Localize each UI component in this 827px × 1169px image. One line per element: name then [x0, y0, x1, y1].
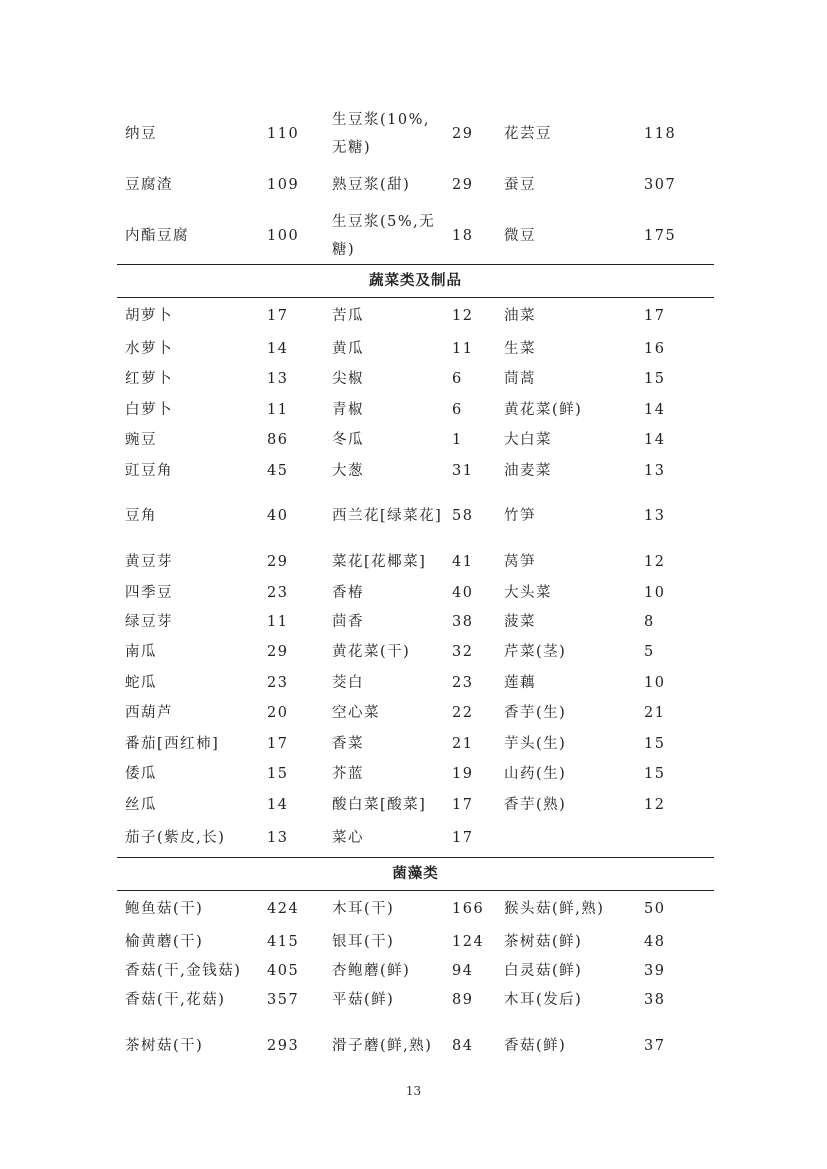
- table-row: [117, 928, 714, 957]
- food-value-cell: 37: [644, 1037, 666, 1054]
- food-value-cell: 15: [644, 735, 666, 752]
- food-name-cell: 香菇(干,花菇): [125, 992, 226, 1008]
- food-value-cell: 40: [452, 584, 474, 601]
- table-row: [117, 957, 714, 985]
- food-name-cell: 黄瓜: [332, 340, 364, 357]
- food-name-cell: 芹菜(茎): [504, 643, 567, 660]
- food-name-cell: 胡萝卜: [125, 307, 173, 324]
- table-row: [117, 1016, 714, 1076]
- section-title: 菌藻类: [117, 858, 714, 891]
- table-row: [117, 106, 714, 162]
- food-name-cell: 香椿: [332, 584, 364, 601]
- food-name-cell: 黄豆芽: [125, 553, 173, 570]
- food-value-cell: 6: [452, 401, 463, 418]
- food-name-cell: 豆腐渣: [125, 177, 173, 193]
- food-value-cell: 307: [644, 177, 677, 193]
- food-name-cell: 青椒: [332, 401, 364, 418]
- table-row: [117, 820, 714, 858]
- food-value-cell: 22: [452, 705, 474, 721]
- food-value-cell: 45: [267, 462, 289, 479]
- food-value-cell: 29: [267, 643, 289, 660]
- food-value-cell: 11: [452, 340, 474, 357]
- food-value-cell: 424: [267, 901, 300, 918]
- food-value-cell: 23: [267, 674, 289, 691]
- table-row: [117, 985, 714, 1016]
- table-row: [117, 425, 714, 456]
- food-value-cell: 19: [452, 766, 474, 782]
- table-row: [117, 456, 714, 486]
- food-value-cell: 17: [644, 307, 666, 324]
- food-name-cell: 生豆浆(5%,无糖): [332, 214, 436, 258]
- food-value-cell: 13: [267, 830, 289, 847]
- food-value-cell: 175: [644, 228, 677, 244]
- table-row: [117, 790, 714, 820]
- food-value-cell: 10: [644, 584, 666, 601]
- food-value-cell: 32: [452, 643, 474, 660]
- table-row: [117, 636, 714, 668]
- food-value-cell: 16: [644, 340, 666, 357]
- food-name-cell: 熟豆浆(甜): [332, 177, 411, 193]
- food-value-cell: 21: [452, 735, 474, 752]
- food-name-cell: 花芸豆: [504, 126, 552, 142]
- table-row: [117, 334, 714, 364]
- food-value-cell: 109: [267, 177, 300, 193]
- food-value-cell: 15: [267, 766, 289, 782]
- food-name-cell: 茄子(紫皮,长): [125, 830, 226, 847]
- food-value-cell: 94: [452, 962, 474, 979]
- food-value-cell: 23: [452, 674, 474, 691]
- food-value-cell: 405: [267, 962, 300, 979]
- food-name-cell: 平菇(鲜): [332, 992, 395, 1008]
- food-value-cell: 21: [644, 705, 666, 721]
- food-name-cell: 大葱: [332, 462, 364, 479]
- food-name-cell: 芋头(生): [504, 735, 567, 752]
- table-row: [117, 608, 714, 636]
- food-name-cell: 尖椒: [332, 371, 364, 387]
- food-name-cell: 白萝卜: [125, 401, 173, 418]
- food-name-cell: 倭瓜: [125, 766, 157, 782]
- food-value-cell: 39: [644, 962, 666, 979]
- food-name-cell: 竹笋: [504, 507, 536, 524]
- table-row: [117, 729, 714, 759]
- food-name-cell: 香菇(鲜): [504, 1037, 567, 1054]
- table-row: [117, 698, 714, 729]
- food-value-cell: 10: [644, 674, 666, 691]
- food-name-cell: 红萝卜: [125, 371, 173, 387]
- food-name-cell: 纳豆: [125, 126, 157, 142]
- table-row: [117, 364, 714, 395]
- food-value-cell: 100: [267, 228, 300, 244]
- food-value-cell: 38: [644, 992, 666, 1008]
- food-name-cell: 香菇(干,金钱菇): [125, 962, 242, 979]
- food-name-cell: 油麦菜: [504, 462, 552, 479]
- food-name-cell: 鲍鱼菇(干): [125, 901, 204, 918]
- food-name-cell: 大白菜: [504, 432, 552, 448]
- food-value-cell: 5: [644, 643, 655, 660]
- section-title: 蔬菜类及制品: [117, 265, 714, 298]
- food-value-cell: 15: [644, 766, 666, 782]
- food-name-cell: 白灵菇(鲜): [504, 962, 583, 979]
- food-value-cell: 89: [452, 992, 474, 1008]
- food-name-cell: 木耳(发后): [504, 992, 583, 1008]
- food-name-cell: 山药(生): [504, 766, 567, 782]
- food-value-cell: 14: [267, 796, 289, 813]
- food-name-cell: 微豆: [504, 228, 536, 244]
- table-row: [117, 578, 714, 608]
- food-name-cell: 番茄[西红柿]: [125, 735, 220, 752]
- food-name-cell: 银耳(干): [332, 934, 395, 950]
- food-name-cell: 空心菜: [332, 705, 380, 721]
- food-value-cell: 357: [267, 992, 300, 1008]
- food-value-cell: 118: [644, 126, 677, 142]
- table-row: [117, 486, 714, 546]
- food-name-cell: 苦瓜: [332, 307, 364, 324]
- food-value-cell: 293: [267, 1037, 300, 1054]
- food-value-cell: 86: [267, 432, 289, 448]
- food-name-cell: 黄花菜(干): [332, 643, 411, 660]
- food-value-cell: 6: [452, 371, 463, 387]
- food-value-cell: 13: [267, 371, 289, 387]
- food-value-cell: 124: [452, 934, 485, 950]
- food-name-cell: 豌豆: [125, 432, 157, 448]
- food-name-cell: 茭白: [332, 674, 364, 691]
- food-value-cell: 12: [644, 796, 666, 813]
- food-name-cell: 黄花菜(鲜): [504, 401, 583, 418]
- food-name-cell: 茼蒿: [504, 371, 536, 387]
- food-name-cell: 冬瓜: [332, 432, 364, 448]
- food-name-cell: [496, 820, 636, 858]
- table-row: [117, 546, 714, 578]
- table-row: [117, 162, 714, 208]
- food-value-cell: 1: [452, 432, 463, 448]
- food-value-cell: 12: [644, 553, 666, 570]
- food-name-cell: 猴头菇(鲜,熟): [504, 901, 605, 918]
- food-name-cell: 菠菜: [504, 613, 536, 630]
- table-row: [117, 668, 714, 698]
- food-name-cell: 香芋(生): [504, 705, 567, 721]
- food-value-cell: 13: [644, 462, 666, 479]
- food-value-cell: 415: [267, 934, 300, 950]
- table-row: [117, 891, 714, 928]
- food-value-cell: 14: [644, 432, 666, 448]
- food-name-cell: 生豆浆(10%,无糖): [332, 112, 430, 156]
- food-value-cell: 18: [452, 228, 474, 244]
- food-name-cell: 南瓜: [125, 643, 157, 660]
- food-value-cell: 50: [644, 901, 666, 918]
- table-row: [117, 759, 714, 790]
- food-name-cell: 莴笋: [504, 553, 536, 570]
- food-name-cell: 大头菜: [504, 584, 552, 601]
- table-row: [117, 395, 714, 425]
- food-name-cell: 菜花[花椰菜]: [332, 553, 427, 570]
- food-value-cell: 23: [267, 584, 289, 601]
- section-header: [117, 858, 714, 891]
- food-value-cell: 58: [452, 507, 474, 524]
- food-name-cell: 茶树菇(鲜): [504, 934, 583, 950]
- food-name-cell: 绿豆芽: [125, 613, 173, 630]
- food-name-cell: 油菜: [504, 307, 536, 324]
- food-value-cell: 166: [452, 901, 485, 918]
- food-value-cell: 11: [267, 401, 289, 418]
- section-header: [117, 265, 714, 298]
- food-value-cell: 38: [452, 613, 474, 630]
- food-name-cell: 菜心: [332, 830, 364, 847]
- food-name-cell: 蚕豆: [504, 177, 536, 193]
- food-value-cell: 41: [452, 553, 474, 570]
- food-value-cell: 17: [452, 830, 474, 847]
- food-name-cell: 丝瓜: [125, 796, 157, 813]
- food-value-cell: 17: [452, 796, 474, 813]
- page-number: 13: [405, 1084, 422, 1098]
- food-value-cell: 8: [644, 613, 655, 630]
- food-name-cell: 西葫芦: [125, 705, 173, 721]
- food-name-cell: 西兰花[绿菜花]: [332, 507, 443, 524]
- food-name-cell: 芥蓝: [332, 766, 364, 782]
- food-value-cell: 110: [267, 126, 300, 142]
- food-name-cell: 茴香: [332, 613, 364, 630]
- food-value-cell: 15: [644, 371, 666, 387]
- food-name-cell: 豆角: [125, 507, 157, 524]
- food-value-cell: 13: [644, 507, 666, 524]
- food-table: [117, 106, 714, 1076]
- food-value-cell: 17: [267, 735, 289, 752]
- food-name-cell: 香菜: [332, 735, 364, 752]
- food-name-cell: 香芋(熟): [504, 796, 567, 813]
- food-value-cell: 84: [452, 1037, 474, 1054]
- food-value-cell: 11: [267, 613, 289, 630]
- food-value-cell: 40: [267, 507, 289, 524]
- food-name-cell: 生菜: [504, 340, 536, 357]
- food-value-cell: 14: [644, 401, 666, 418]
- food-value-cell: 29: [452, 126, 474, 142]
- food-name-cell: 内酯豆腐: [125, 228, 189, 244]
- food-value-cell: 12: [452, 307, 474, 324]
- food-value-cell: 20: [267, 705, 289, 721]
- food-name-cell: 木耳(干): [332, 901, 395, 918]
- food-name-cell: 滑子蘑(鲜,熟): [332, 1037, 433, 1054]
- food-name-cell: 豇豆角: [125, 462, 173, 479]
- table-row: [117, 298, 714, 334]
- food-value-cell: 14: [267, 340, 289, 357]
- food-name-cell: 酸白菜[酸菜]: [332, 796, 427, 813]
- food-value-cell: [636, 820, 714, 858]
- table-row: [117, 208, 714, 265]
- food-value-cell: 29: [452, 177, 474, 193]
- food-value-cell: 31: [452, 462, 474, 479]
- food-name-cell: 杏鲍蘑(鲜): [332, 962, 411, 979]
- food-name-cell: 茶树菇(干): [125, 1037, 204, 1054]
- food-name-cell: 蛇瓜: [125, 674, 157, 691]
- food-value-cell: 29: [267, 553, 289, 570]
- food-name-cell: 莲藕: [504, 674, 536, 691]
- food-value-cell: 48: [644, 934, 666, 950]
- food-name-cell: 榆黄蘑(干): [125, 934, 204, 950]
- food-value-cell: 17: [267, 307, 289, 324]
- food-name-cell: 四季豆: [125, 584, 173, 601]
- food-name-cell: 水萝卜: [125, 340, 173, 357]
